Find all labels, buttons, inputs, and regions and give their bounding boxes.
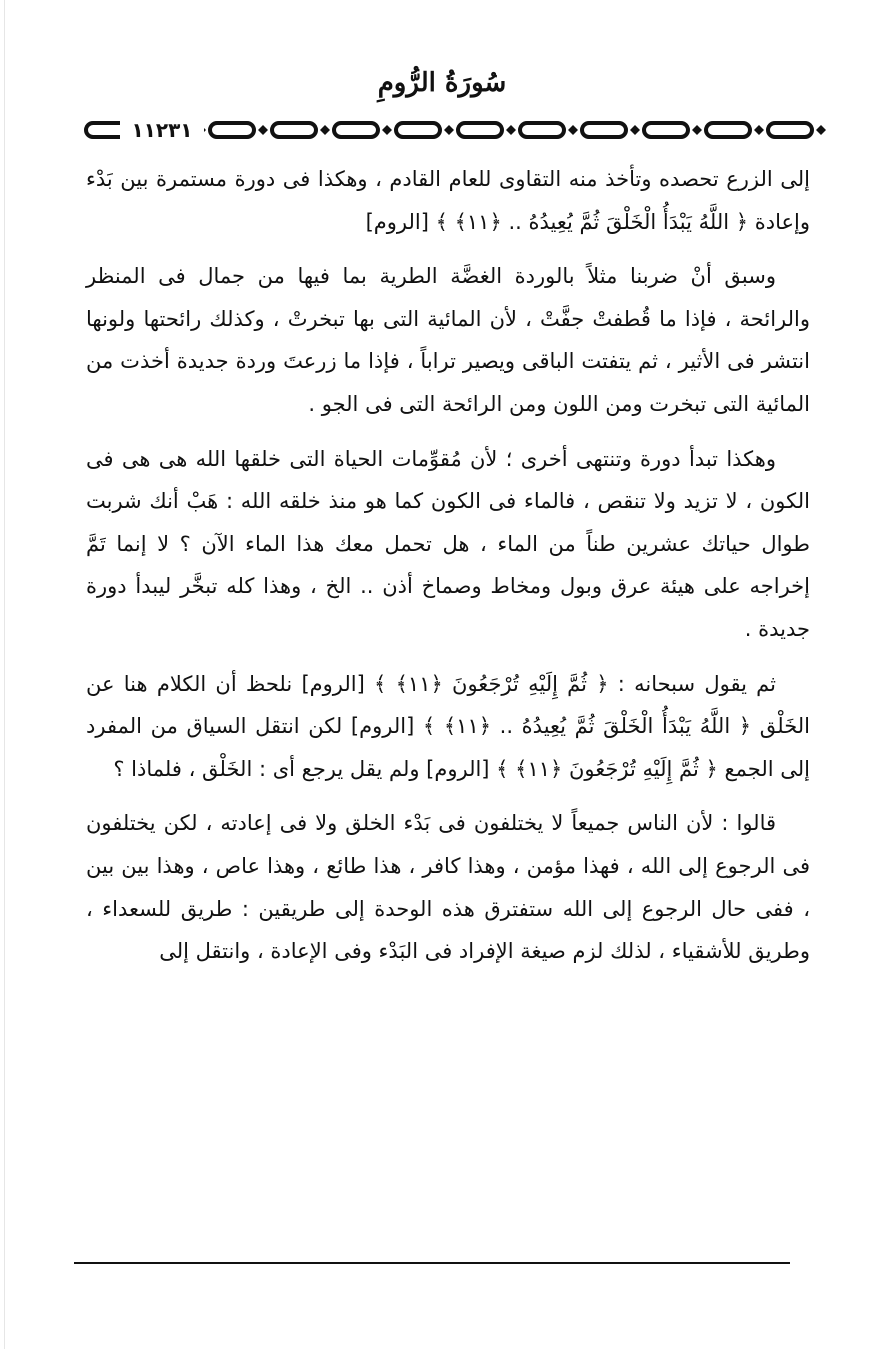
chain-link — [520, 123, 564, 137]
page-number: ١١٢٣١ — [120, 112, 204, 148]
chain-diamond — [568, 125, 578, 135]
chain-diamond — [816, 125, 826, 135]
paragraph-5: قالوا : لأن الناس جميعاً لا يختلفون فى بَدْء الخلق ولا فى إعادته ، لكن يختلفون فى الرجوع إلى الله ، فهذا مؤمن ، وهذا كافر ، هذا طائع ، وهذا عاص ، وهذا بين بين ، ففى حال الرجوع إلى الله ستفترق هذه الوحدة إلى طريقين : طريق للسعداء ، وطريق للأشقياء ، لذلك لزم صيغة الإفراد فى البَدْء وفى الإعادة ، وانتقل إلى — [86, 811, 810, 964]
chain-diamond — [506, 125, 516, 135]
chain-link — [458, 123, 502, 137]
chain-link — [210, 123, 254, 137]
chain-diamond — [444, 125, 454, 135]
chain-diamond — [692, 125, 702, 135]
chain-diamond — [382, 125, 392, 135]
chain-link — [582, 123, 626, 137]
page-body-text — [86, 158, 810, 985]
chain-diamond — [630, 125, 640, 135]
chain-link — [644, 123, 688, 137]
chain-link — [334, 123, 378, 137]
chain-diamond — [258, 125, 268, 135]
chain-link — [706, 123, 750, 137]
surah-title: سُورَةُ الرُّومِ — [377, 68, 507, 98]
chain-diamond — [754, 125, 764, 135]
chain-link — [396, 123, 440, 137]
chain-link — [768, 123, 812, 137]
paragraph-3: وهكذا تبدأ دورة وتنتهى أخرى ؛ لأن مُقوِّمات الحياة التى خلقها الله هى هى فى الكون ، لا تزيد ولا تنقص ، فالماء فى الكون كما هو منذ خلقه الله : هَبْ أنك شربت طوال حياتك عشرين طناً من الماء ، هل تحمل معك هذا الماء الآن ؟ لا إنما تَمَّ إخراجه على هيئة عرق وبول ومخاط وصماخ أذن .. الخ ، وهذا كله تبخَّر ليبدأ دورة جديدة . — [86, 446, 810, 641]
page-edge-shadow — [4, 0, 5, 1349]
paragraph-1: إلى الزرع تحصده وتأخذ منه التقاوى للعام القادم ، وهكذا فى دورة مستمرة بين بَدْء وإعادة ﴿ اللَّهُ يَبْدَأُ الْخَلْقَ ثُمَّ يُعِيدُهُ .. ﴿١١﴾ ﴾ [الروم] — [86, 167, 810, 234]
paragraph-2: وسبق أنْ ضربنا مثلاً بالوردة الغضَّة الطرية بما فيها من جمال فى المنظر والرائحة ، فإذا ما قُطفتْ جفَّتْ ، لأن المائية التى بها تبخرتْ ، وكذلك رائحتها ولونها انتشر فى الأثير ، ثم يتفتت الباقى ويصير تراباً ، فإذا ما زرعتَ وردة جديدة أخذت من المائية التى تبخرت ومن اللون ومن الرائحة التى فى الجو . — [86, 264, 810, 416]
paragraph-4: ثم يقول سبحانه : ﴿ ثُمَّ إِلَيْهِ تُرْجَعُونَ ﴿١١﴾ ﴾ [الروم] نلحظ أن الكلام هنا عن الخَلْق ﴿ اللَّهُ يَبْدَأُ الْخَلْقَ ثُمَّ يُعِيدُهُ .. ﴿١١﴾ ﴾ [الروم] لكن انتقل السياق من المفرد إلى الجمع ﴿ ثُمَّ إِلَيْهِ تُرْجَعُونَ ﴿١١﴾ ﴾ [الروم] ولم يقل يرجع أى : الخَلْق ، فلماذا ؟ — [86, 671, 811, 781]
chain-diamond — [320, 125, 330, 135]
chain-link — [272, 123, 316, 137]
footer-rule — [74, 1262, 790, 1264]
